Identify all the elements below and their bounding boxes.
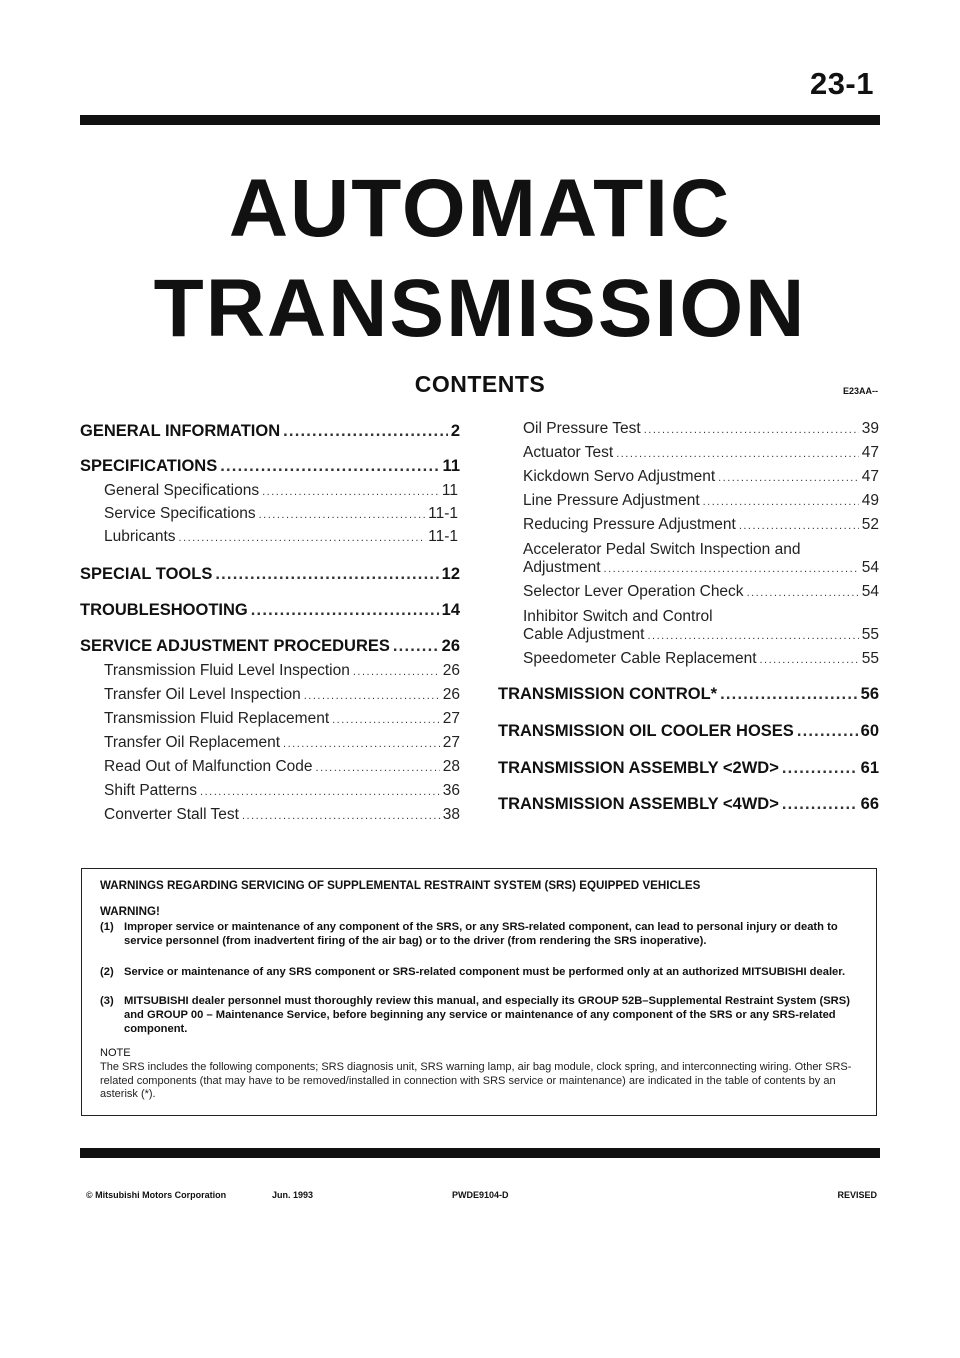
warning-item <box>100 994 868 1036</box>
toc-leader <box>242 810 440 822</box>
toc-entry[interactable] <box>523 468 879 486</box>
toc-leader <box>747 587 859 599</box>
page-number: 23-1 <box>809 66 874 101</box>
toc-entry[interactable] <box>80 601 460 620</box>
warning-item-number: (2) <box>100 966 114 978</box>
top-rule <box>80 115 880 125</box>
toc-label: TRANSMISSION OIL COOLER HOSES <box>498 722 794 740</box>
toc-page: 11-1 <box>428 528 458 545</box>
toc-entry[interactable] <box>498 795 879 814</box>
footer-date: Jun. 1993 <box>272 1190 314 1200</box>
toc-entry[interactable] <box>104 686 460 704</box>
toc-page: 55 <box>861 650 879 667</box>
toc-entry[interactable] <box>104 710 460 728</box>
toc-leader <box>353 666 440 678</box>
warning-item <box>100 920 868 948</box>
toc-label: TRANSMISSION ASSEMBLY <4WD> <box>498 795 779 813</box>
toc-page: 11 <box>442 457 460 475</box>
toc-page: 26 <box>441 637 460 655</box>
toc-label: General Specifications <box>104 482 260 499</box>
toc-entry[interactable] <box>104 662 460 680</box>
toc-page: 36 <box>442 782 460 799</box>
toc-page: 49 <box>861 492 879 509</box>
toc-page: 47 <box>861 468 879 485</box>
toc-label: Shift Patterns <box>104 782 198 799</box>
toc-leader <box>215 565 438 584</box>
toc-entry[interactable] <box>104 758 460 776</box>
warning-item-number: (1) <box>100 921 114 933</box>
toc-entry[interactable] <box>80 457 460 476</box>
toc-label: Reducing Pressure Adjustment <box>523 516 736 533</box>
toc-entry[interactable] <box>498 759 879 778</box>
warning-item-text: MITSUBISHI dealer personnel must thoroughly review this manual, and especially its GROUP 52B–Supplemental Restraint System (SRS) and GROUP 00 – Maintenance Service, before beginning any service or maintenance of any component of the SRS or any SRS-related component. <box>124 995 850 1035</box>
footer-doc-code: PWDE9104-D <box>452 1190 509 1200</box>
toc-label: Kickdown Servo Adjustment <box>523 468 716 485</box>
toc-leader <box>262 486 439 498</box>
toc-entry[interactable] <box>523 559 879 577</box>
toc-leader <box>251 601 439 620</box>
warning-item-number: (3) <box>100 995 114 1007</box>
title-line-1: AUTOMATIC <box>228 163 732 254</box>
toc-label: SPECIAL TOOLS <box>80 565 213 583</box>
warning-item <box>100 965 868 979</box>
toc-label: Speedometer Cable Replacement <box>523 650 757 667</box>
toc-label: Selector Lever Operation Check <box>523 583 744 600</box>
toc-label: Transmission Fluid Level Inspection <box>104 662 350 679</box>
toc-entry[interactable] <box>104 528 458 546</box>
toc-entry[interactable] <box>80 422 460 441</box>
toc-label: Read Out of Malfunction Code <box>104 758 313 775</box>
toc-entry[interactable] <box>104 482 458 500</box>
toc-label: TROUBLESHOOTING <box>80 601 248 619</box>
toc-entry[interactable] <box>498 722 879 741</box>
note-text: The SRS includes the following components; SRS diagnosis unit, SRS warning lamp, air bag module, clock spring, and interconnecting wiring. Other SRS-related components (that may have to be removed/installed in connection with SRS service or maintenance) are indicated in the table of contents by an asterisk (*). <box>100 1061 852 1100</box>
toc-leader <box>316 762 440 774</box>
toc-page: 54 <box>861 583 879 600</box>
toc-label-line: Accelerator Pedal Switch Inspection and <box>523 541 801 558</box>
toc-page: 14 <box>441 601 460 619</box>
toc-leader <box>332 714 440 726</box>
toc-leader <box>604 563 859 575</box>
toc-leader <box>703 496 859 508</box>
footer-status: REVISED <box>837 1190 877 1200</box>
toc-page: 39 <box>861 420 879 437</box>
warning-item-text: Improper service or maintenance of any component of the SRS, or any SRS-related component, can lead to personal injury or death to service personnel (from inadvertent firing of the air bag) or to the driver (from rendering the SRS inoperative). <box>124 921 838 947</box>
toc-label-line: Inhibitor Switch and Control <box>523 608 713 625</box>
toc-entry[interactable] <box>104 505 458 523</box>
warning-item-text: Service or maintenance of any SRS component or SRS-related component must be performed only at an authorized MITSUBISHI dealer. <box>124 966 846 978</box>
toc-page: 54 <box>861 559 879 576</box>
toc-page: 61 <box>860 759 879 777</box>
toc-leader <box>259 509 426 521</box>
toc-leader <box>393 637 439 656</box>
toc-label: Line Pressure Adjustment <box>523 492 700 509</box>
toc-label: Converter Stall Test <box>104 806 239 823</box>
toc-page: 26 <box>442 662 460 679</box>
toc-entry[interactable] <box>523 420 879 438</box>
toc-leader <box>720 685 858 704</box>
toc-label: Adjustment <box>523 559 601 576</box>
footer-copyright: © Mitsubishi Motors Corporation <box>86 1190 227 1200</box>
toc-entry[interactable] <box>80 565 460 584</box>
toc-leader <box>616 448 859 460</box>
toc-page: 12 <box>441 565 460 583</box>
toc-leader <box>718 472 859 484</box>
toc-leader <box>304 690 440 702</box>
toc-page: 26 <box>442 686 460 703</box>
toc-entry[interactable] <box>523 492 879 510</box>
toc-label: Cable Adjustment <box>523 626 645 643</box>
toc-page: 55 <box>861 626 879 643</box>
toc-label: Transfer Oil Level Inspection <box>104 686 301 703</box>
toc-leader <box>179 532 426 544</box>
toc-entry[interactable] <box>523 650 879 668</box>
toc-entry[interactable] <box>523 583 879 601</box>
toc-label: Service Specifications <box>104 505 256 522</box>
warning-box-title: WARNINGS REGARDING SERVICING OF SUPPLEMENTAL RESTRAINT SYSTEM (SRS) EQUIPPED VEHICLES <box>100 879 701 892</box>
toc-leader <box>760 654 859 666</box>
toc-page: 56 <box>860 685 879 703</box>
toc-page: 47 <box>861 444 879 461</box>
toc-label: Transfer Oil Replacement <box>104 734 281 751</box>
toc-leader <box>220 457 439 476</box>
toc-entry[interactable] <box>80 637 460 656</box>
toc-entry[interactable] <box>523 444 879 462</box>
toc-page: 60 <box>860 722 879 740</box>
toc-page: 11-1 <box>428 505 458 522</box>
toc-page: 52 <box>861 516 879 533</box>
toc-leader <box>739 520 859 532</box>
toc-page: 11 <box>441 482 458 499</box>
toc-page: 28 <box>442 758 460 775</box>
toc-leader <box>782 759 858 778</box>
toc-label: Oil Pressure Test <box>523 420 641 437</box>
title-line-2: TRANSMISSION <box>153 263 807 354</box>
toc-leader <box>797 722 858 741</box>
bottom-rule <box>80 1148 880 1158</box>
toc-leader <box>782 795 858 814</box>
toc-entry[interactable] <box>498 685 879 704</box>
toc-leader <box>200 786 440 798</box>
toc-entry[interactable] <box>104 782 460 800</box>
toc-label: TRANSMISSION CONTROL* <box>498 685 718 703</box>
toc-leader <box>648 630 859 642</box>
toc-page: 38 <box>442 806 460 823</box>
toc-leader <box>283 738 440 750</box>
note-heading: NOTE <box>100 1047 131 1059</box>
toc-entry[interactable] <box>523 626 879 644</box>
toc-page: 2 <box>450 422 460 440</box>
toc-label: SPECIFICATIONS <box>80 457 218 475</box>
toc-entry[interactable] <box>104 734 460 752</box>
warning-heading: WARNING! <box>100 905 160 918</box>
contents-heading: CONTENTS <box>414 371 546 397</box>
toc-page: 27 <box>442 734 460 751</box>
toc-leader <box>644 424 859 436</box>
toc-label: Lubricants <box>104 528 176 545</box>
toc-label: SERVICE ADJUSTMENT PROCEDURES <box>80 637 390 655</box>
toc-page: 66 <box>860 795 879 813</box>
toc-label: GENERAL INFORMATION <box>80 422 281 440</box>
toc-entry[interactable] <box>104 806 460 824</box>
toc-leader <box>283 422 448 441</box>
toc-page: 27 <box>442 710 460 727</box>
toc-label: Actuator Test <box>523 444 614 461</box>
toc-label: TRANSMISSION ASSEMBLY <2WD> <box>498 759 779 777</box>
toc-entry[interactable] <box>523 516 879 534</box>
section-code: E23AA-- <box>842 386 878 396</box>
toc-label: Transmission Fluid Replacement <box>104 710 330 727</box>
